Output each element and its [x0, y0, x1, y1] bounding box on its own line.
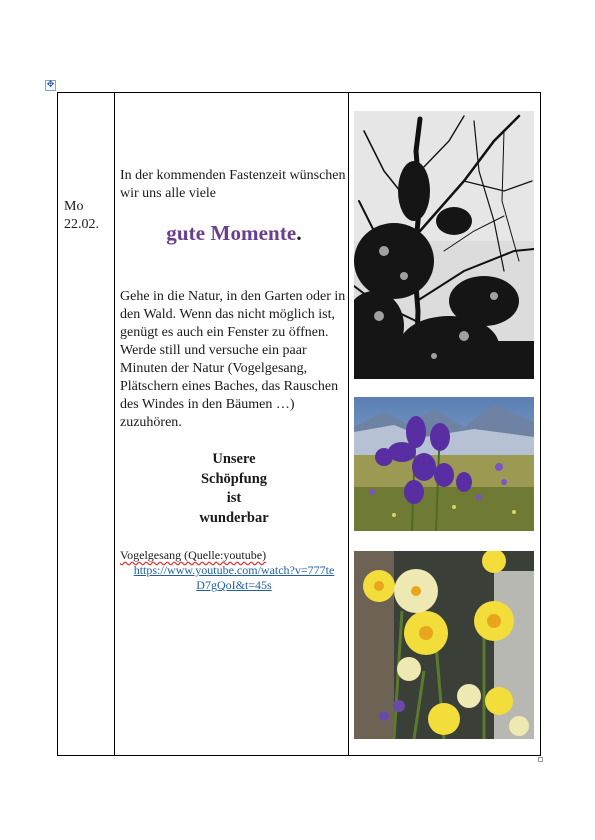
table-resize-handle-icon[interactable]	[538, 757, 543, 762]
meadow-photo	[354, 397, 534, 531]
highlight-punctuation: .	[296, 221, 302, 245]
date: 22.02.	[64, 217, 99, 232]
highlight-heading	[120, 220, 348, 246]
table-move-handle-icon[interactable]: ✥	[46, 80, 55, 90]
highlight-text: gute Momente	[166, 221, 297, 245]
paragraph-listen: Werde still und versuche ein paar Minuten der Natur (Vogelgesang, Plätschern eines Baches, das Rauschen des Windes in den Bäumen …) zuzuhören.	[120, 343, 339, 430]
motto	[120, 450, 348, 528]
column-divider	[348, 93, 349, 755]
motto-line: Unsere	[212, 451, 256, 467]
youtube-link[interactable]	[120, 563, 348, 593]
source-block	[120, 548, 348, 593]
date-cell	[64, 198, 114, 234]
entry-table	[57, 92, 541, 756]
tree-photo	[354, 111, 534, 379]
image-cell	[354, 111, 534, 739]
youtube-link-line1: https://www.youtube.com/watch?v=777te	[133, 563, 335, 577]
text-cell	[120, 167, 348, 593]
weekday: Mo	[64, 199, 84, 214]
motto-line: Schöpfung	[200, 470, 268, 487]
intro-text: In der kommenden Fastenzeit wünschen wir uns alle viele	[120, 168, 346, 201]
paragraph-nature: Gehe in die Natur, in den Garten oder in den Wald. Wenn das nicht möglich ist, genügt es auch ein Fenster zu öffnen.	[120, 289, 346, 340]
youtube-link-line2: D7gQoI&t=45s	[196, 578, 272, 592]
source-label: Vogelgesang (Quelle:youtube)	[120, 548, 267, 562]
motto-line: wunderbar	[199, 509, 269, 526]
daffodils-photo	[354, 551, 534, 739]
motto-line: ist	[226, 490, 242, 506]
column-divider	[114, 93, 115, 755]
